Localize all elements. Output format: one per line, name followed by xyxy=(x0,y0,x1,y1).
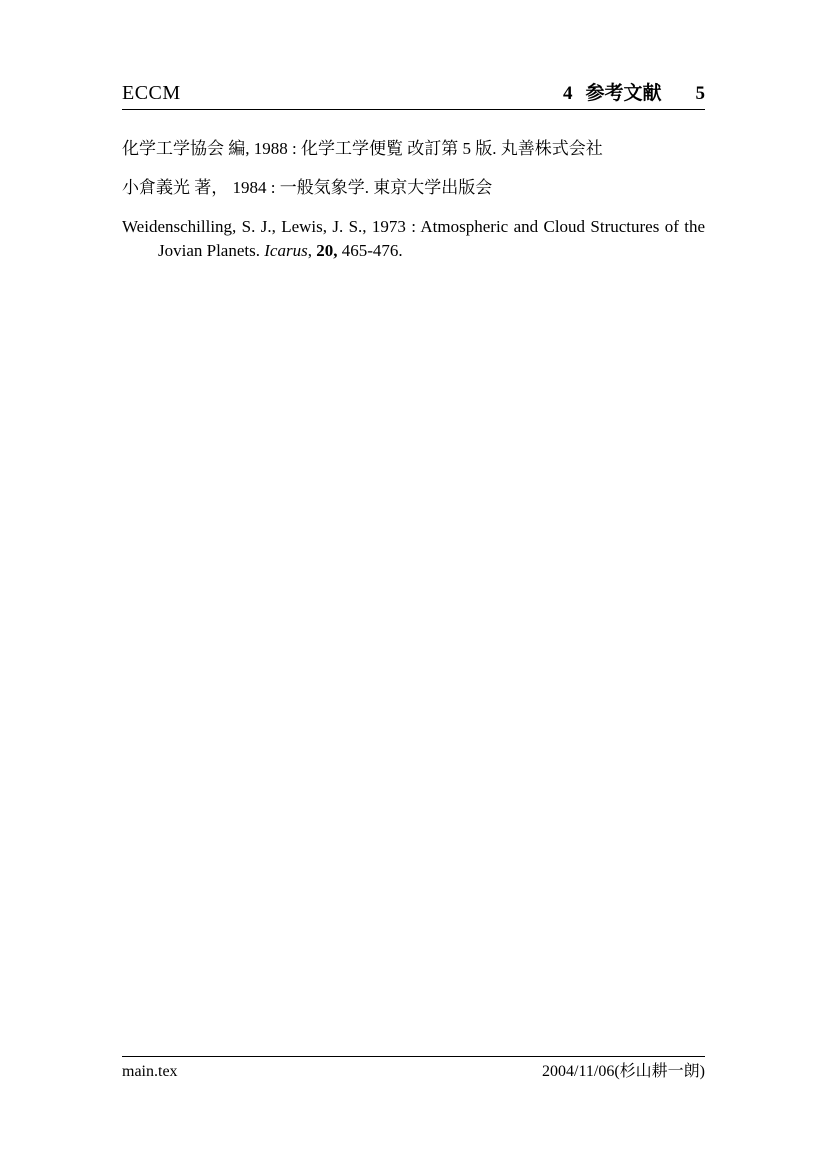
bib3-citation-text: Weidenschilling, S. J., Lewis, J. S., 1973 : Atmospheric and Cloud Structures of the Jovian Planets. xyxy=(122,217,705,260)
footer-source-file: main.tex xyxy=(122,1063,178,1080)
page-footer xyxy=(122,1056,705,1082)
bibliography-entry-1: 化学工学協会 編, 1988 : 化学工学便覧 改訂第 5 版. 丸善株式会社 xyxy=(122,139,603,158)
bibliography-entry-3 xyxy=(122,215,705,263)
document-title: ECCM xyxy=(122,82,181,104)
bib3-separator: , xyxy=(307,241,317,260)
bib3-volume-number: 20, xyxy=(316,241,338,260)
page-number: 5 xyxy=(695,83,705,104)
bibliography-list xyxy=(122,137,705,278)
bib3-journal-name: Icarus xyxy=(264,241,308,260)
header-section-info xyxy=(563,85,705,103)
page-header xyxy=(122,84,705,110)
section-title: 参考文献 xyxy=(585,83,662,104)
bibliography-entry-2: 小倉義光 著， 1984 : 一般気象学. 東京大学出版会 xyxy=(122,178,493,197)
footer-date-author: 2004/11/06(杉山耕一朗) xyxy=(542,1063,705,1080)
section-number: 4 xyxy=(562,83,573,104)
bib3-page-range: 465-476. xyxy=(337,241,403,260)
